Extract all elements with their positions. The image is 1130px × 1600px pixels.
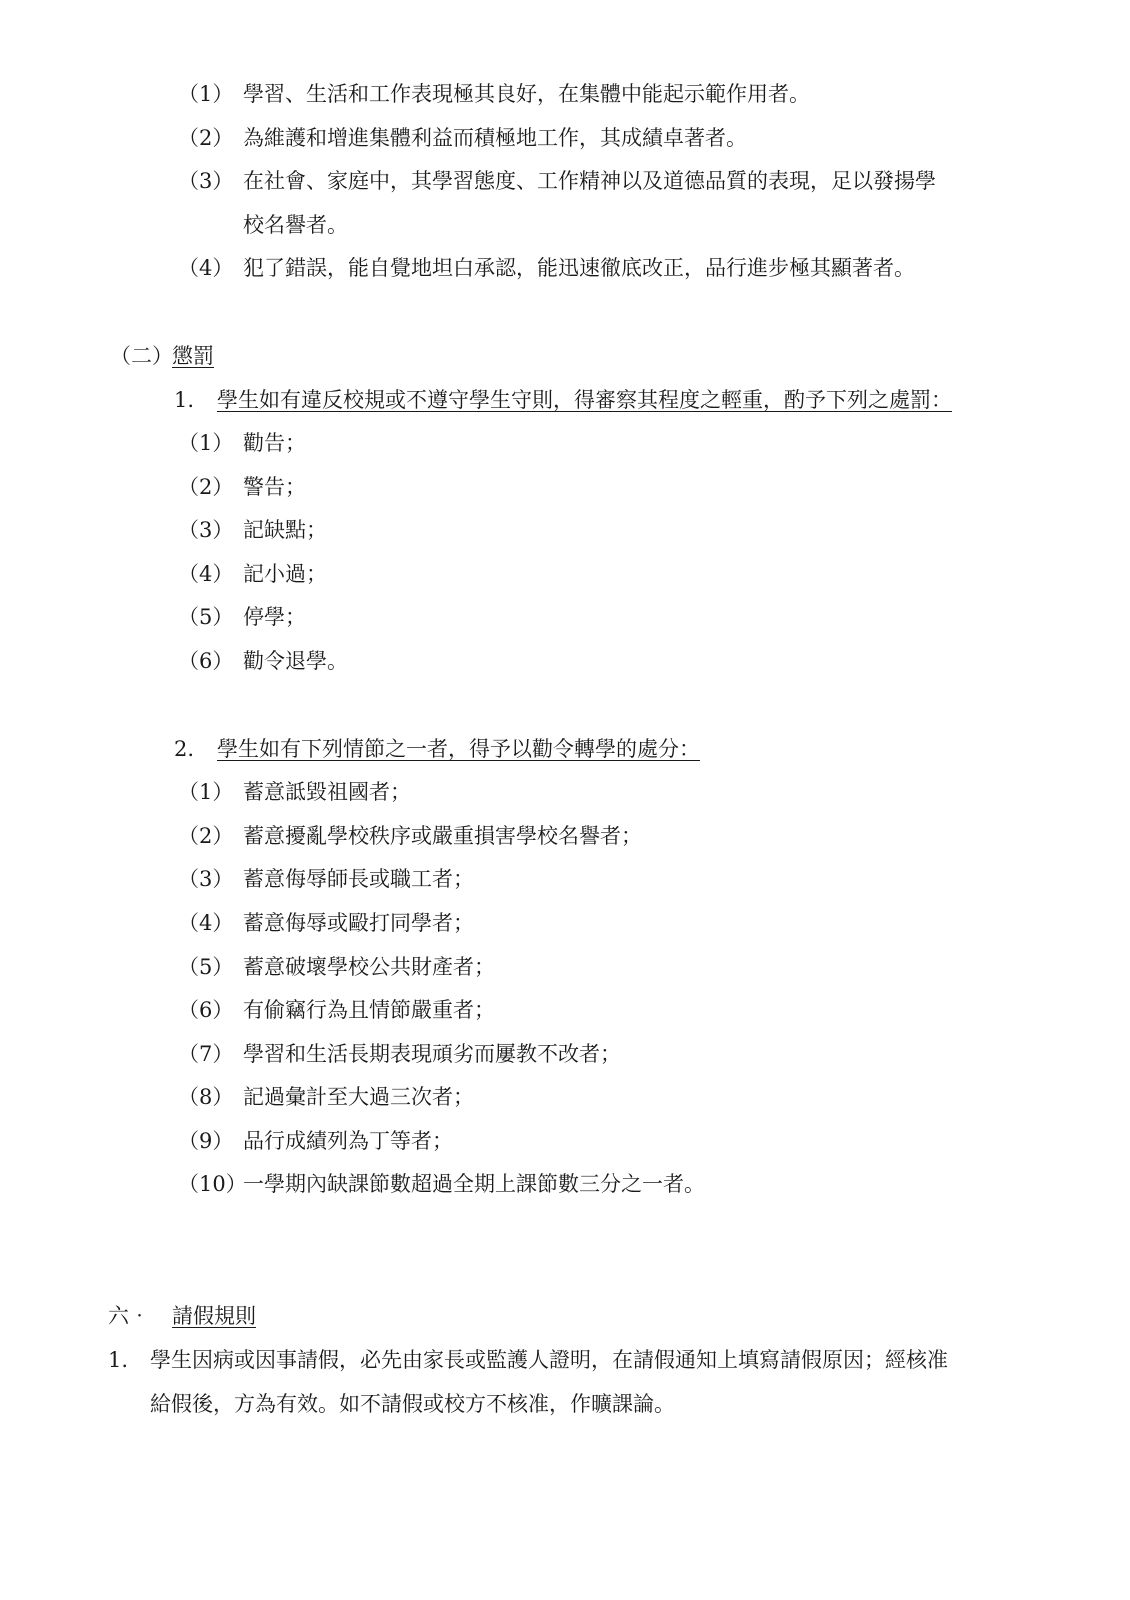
- item-marker: （1）: [178, 82, 234, 106]
- item-text: 品行成績列為丁等者；: [243, 1129, 453, 1153]
- section-title: 請假規則: [172, 1304, 256, 1328]
- item-text: 蓄意擾亂學校秩序或嚴重損害學校名譽者；: [243, 824, 642, 848]
- item-text: 警告；: [243, 475, 306, 499]
- item-text: 蓄意詆毀祖國者；: [243, 780, 411, 804]
- item-text: 記過彙計至大過三次者；: [243, 1085, 474, 1109]
- item-marker: （3）: [178, 867, 234, 891]
- item-marker: （5）: [178, 955, 234, 979]
- item-marker: （4）: [178, 256, 234, 280]
- item-marker: （9）: [178, 1129, 234, 1153]
- item-marker: （1）: [178, 431, 234, 455]
- item-text: 停學；: [243, 605, 306, 629]
- item-text: 記缺點；: [243, 518, 327, 542]
- item-marker: （3）: [178, 169, 234, 193]
- item-text: 勸令退學。: [243, 649, 348, 673]
- item-marker: （2）: [178, 824, 234, 848]
- item-text: 勸告；: [243, 431, 306, 455]
- item-text: 犯了錯誤，能自覺地坦白承認，能迅速徹底改正，品行進步極其顯著者。: [243, 256, 915, 280]
- heading-text: 懲罰: [172, 344, 214, 368]
- rule-number: 2.: [174, 737, 195, 761]
- item-text: 蓄意破壞學校公共財產者；: [243, 955, 495, 979]
- rule-text: 學生如有違反校規或不遵守學生守則，得審察其程度之輕重，酌予下列之處罰：: [217, 388, 952, 412]
- rule-text-continuation: 給假後，方為有效。如不請假或校方不核准，作曠課論。: [150, 1392, 675, 1416]
- item-marker: （6）: [178, 649, 234, 673]
- item-marker: （2）: [178, 475, 234, 499]
- item-text: 學習和生活長期表現頑劣而屢教不改者；: [243, 1042, 621, 1066]
- item-marker: （6）: [178, 998, 234, 1022]
- rule-text: 學生因病或因事請假，必先由家長或監護人證明，在請假通知上填寫請假原因；經核准: [150, 1348, 948, 1372]
- item-marker: （4）: [178, 911, 234, 935]
- item-marker: （7）: [178, 1042, 234, 1066]
- item-marker: （8）: [178, 1085, 234, 1109]
- rule-text: 學生如有下列情節之一者，得予以勸令轉學的處分：: [217, 737, 700, 761]
- item-text: 一學期內缺課節數超過全期上課節數三分之一者。: [243, 1172, 705, 1196]
- item-text-continuation: 校名譽者。: [243, 213, 348, 237]
- item-marker: （3）: [178, 518, 234, 542]
- item-marker: （5）: [178, 605, 234, 629]
- item-marker: （2）: [178, 126, 234, 150]
- item-text: 有偷竊行為且情節嚴重者；: [243, 998, 495, 1022]
- section-marker: 六‧: [108, 1304, 150, 1328]
- rule-number: 1.: [108, 1348, 129, 1372]
- item-text: 在社會、家庭中，其學習態度、工作精神以及道德品質的表現，足以發揚學: [243, 169, 936, 193]
- heading-marker: （二）: [110, 344, 173, 368]
- item-text: 記小過；: [243, 562, 327, 586]
- item-text: 學習、生活和工作表現極其良好，在集體中能起示範作用者。: [243, 82, 810, 106]
- item-marker: （10）: [178, 1172, 247, 1196]
- item-marker: （1）: [178, 780, 234, 804]
- item-text: 為維護和增進集體利益而積極地工作，其成績卓著者。: [243, 126, 747, 150]
- item-text: 蓄意侮辱師長或職工者；: [243, 867, 474, 891]
- item-marker: （4）: [178, 562, 234, 586]
- rule-number: 1.: [174, 388, 195, 412]
- item-text: 蓄意侮辱或毆打同學者；: [243, 911, 474, 935]
